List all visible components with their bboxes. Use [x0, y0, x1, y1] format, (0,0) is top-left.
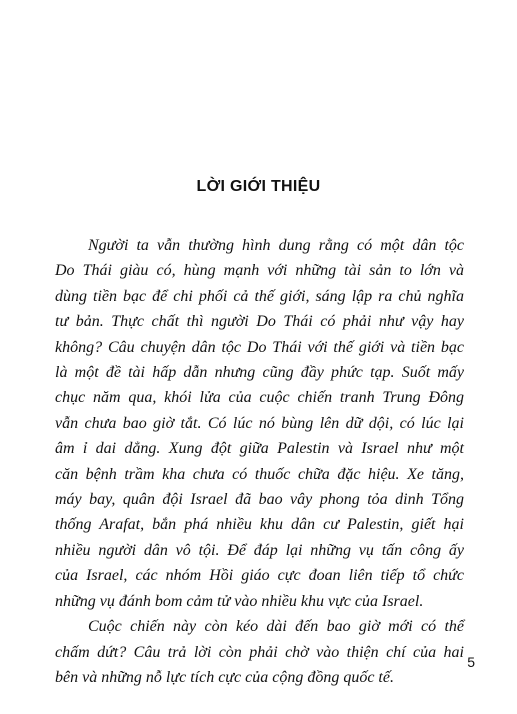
text-line: Người ta vẫn thường hình dung rằng có một dân tộc — [88, 237, 464, 254]
text-line: dùng tiền bạc để chi phối cả thế giới, sáng lập ra chủ nghĩa — [55, 287, 464, 305]
text-line: căn bệnh trầm kha chưa có thuốc chữa đặc hiệu. Xe tăng, — [55, 465, 464, 483]
page-title: LỜI GIỚI THIỆU — [196, 178, 321, 195]
text-line: những vụ đánh bom cảm tử vào nhiều khu vực của Israel. — [55, 592, 424, 610]
text-line: nhiều người dân vô tội. Để đáp lại những vụ tấn công ấy — [55, 541, 464, 559]
page-number: 5 — [467, 654, 475, 670]
text-line: máy bay, quân đội Israel đã bao vây phong tỏa dinh Tổng — [55, 491, 464, 509]
text-line: chấm dứt? Câu trả lời còn phải chờ vào thiện chí của hai — [55, 643, 464, 661]
paragraph-1 — [55, 233, 464, 614]
body-text — [55, 233, 464, 690]
text-line: âm ỉ dai dẳng. Xung đột giữa Palestin và Israel như một — [55, 440, 464, 458]
text-line: bên và những nỗ lực tích cực của cộng đồng quốc tế. — [55, 668, 394, 686]
text-line: của Israel, các nhóm Hồi giáo cực đoan liên tiếp tổ chức — [55, 567, 464, 585]
text-line: thống Arafat, bắn phá nhiều khu dân cư Palestin, giết hại — [55, 516, 464, 534]
text-line: tư bản. Thực chất thì người Do Thái có phải như vậy hay — [55, 313, 464, 331]
text-line: Cuộc chiến này còn kéo dài đến bao giờ mới có thể — [88, 618, 464, 636]
text-line: vẫn chưa bao giờ tắt. Có lúc nó bùng lên dữ dội, có lúc lại — [55, 414, 464, 432]
text-line: không? Câu chuyện dân tộc Do Thái với thế giới và tiền bạc — [55, 338, 464, 356]
paragraph-2 — [55, 614, 464, 690]
text-line: chục năm qua, khói lửa của cuộc chiến tranh Trung Đông — [55, 389, 464, 407]
text-line: Do Thái giàu có, hùng mạnh với những tài sản to lớn và — [55, 262, 464, 280]
text-line: là một đề tài hấp dẫn nhưng cũng đầy phức tạp. Suốt mấy — [55, 364, 464, 382]
